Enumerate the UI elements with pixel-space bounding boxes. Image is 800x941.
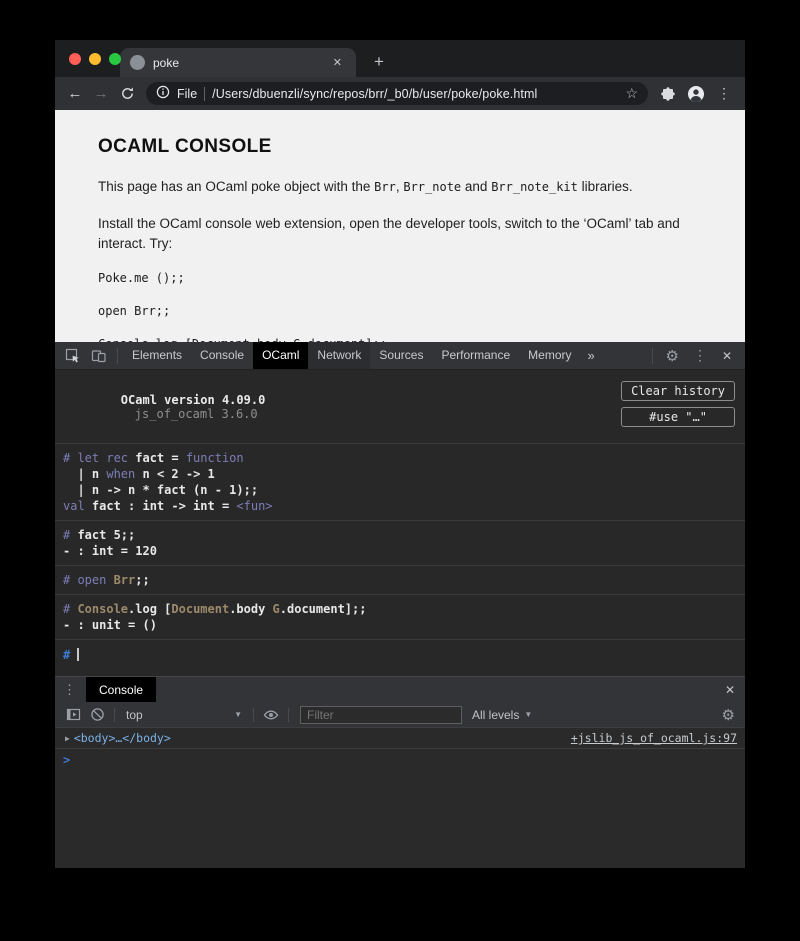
source-location-link[interactable]: +jslib_js_of_ocaml.js:97 [570, 731, 737, 745]
repl-entry [55, 444, 745, 521]
intro-paragraph: This page has an OCaml poke object with the Brr, Brr_note and Brr_note_kit libraries. [98, 179, 633, 194]
chevron-down-icon: ▼ [524, 710, 533, 719]
profile-avatar-icon[interactable] [683, 85, 709, 103]
tab-console[interactable]: Console [200, 348, 245, 362]
repl-line: # Console.log [Document.body G.document];; [63, 602, 367, 616]
tab-title: poke [153, 55, 180, 70]
url-text[interactable]: /Users/dbuenzli/sync/repos/brr/_b0/b/user/poke/poke.html [212, 86, 538, 101]
ocaml-panel-buttons [621, 381, 735, 427]
live-expression-eye-icon[interactable] [259, 707, 283, 723]
tab-favicon-icon [130, 55, 145, 70]
toolbar-divider [288, 708, 289, 722]
repl-line: | n when n < 2 -> 1 [63, 467, 215, 481]
console-empty-area [55, 770, 745, 868]
devtools-close-icon[interactable]: ✕ [721, 348, 732, 363]
inspect-element-icon[interactable] [60, 348, 86, 364]
devtools-bar-right [647, 347, 740, 365]
page-content [55, 110, 745, 342]
context-selector-label: top [126, 707, 143, 722]
bookmark-star-icon[interactable]: ☆ [625, 85, 638, 101]
tab-sources[interactable]: Sources [379, 348, 424, 362]
console-prompt-chevron: > [63, 752, 71, 767]
console-settings-gear-icon[interactable]: ⚙ [721, 706, 735, 724]
console-message-row[interactable] [55, 728, 745, 749]
browser-tab[interactable] [120, 48, 356, 77]
toolbar-divider [253, 708, 254, 722]
close-window-button[interactable] [69, 53, 81, 65]
repl-line: # open Brr;; [63, 573, 150, 587]
omnibox-divider [204, 87, 205, 101]
address-bar[interactable] [146, 82, 648, 105]
devtools-menu-kebab-icon[interactable]: ⋮ [692, 347, 707, 363]
repl-line: - : int = 120 [63, 544, 157, 558]
toolbar-divider [117, 348, 118, 364]
more-tabs-icon[interactable]: » [587, 348, 595, 363]
drawer-tab-console[interactable]: Console [86, 677, 156, 703]
device-toolbar-icon[interactable] [86, 348, 112, 364]
clear-history-button[interactable]: Clear history [621, 381, 735, 401]
console-toolbar [55, 702, 745, 728]
tab-ocaml[interactable]: OCaml [253, 342, 308, 369]
log-levels-dropdown[interactable] [468, 708, 536, 722]
back-button[interactable]: ← [67, 85, 83, 102]
repl-entry [55, 521, 745, 566]
new-tab-button[interactable]: + [374, 52, 384, 71]
repl-line: | n -> n * fact (n - 1);; [63, 483, 259, 497]
code-line: Poke.me ();; [98, 271, 185, 285]
repl-entry [55, 566, 745, 595]
zoom-window-button[interactable] [109, 53, 121, 65]
repl-input-line[interactable] [55, 640, 745, 670]
extensions-puzzle-icon[interactable] [655, 86, 681, 102]
ocaml-version: OCaml version 4.09.0 [120, 393, 266, 407]
toolbar-divider [652, 348, 653, 364]
repl-line: # let rec fact = function [63, 451, 244, 465]
chevron-down-icon: ▼ [234, 710, 242, 719]
log-levels-label: All levels [472, 707, 520, 722]
page-info-icon[interactable] [156, 85, 170, 102]
tab-performance[interactable]: Performance [441, 348, 511, 362]
repl-line: val fact : int -> int = <fun> [63, 499, 273, 513]
scheme-chip: File [177, 86, 198, 101]
code-line: open Brr;; [98, 304, 171, 318]
drawer-menu-kebab-icon[interactable]: ⋮ [63, 681, 76, 697]
page-title: OCAML CONSOLE [98, 136, 272, 157]
browser-window [55, 40, 745, 868]
forward-button[interactable]: → [93, 85, 109, 102]
browser-tab-strip [55, 40, 745, 77]
use-file-button[interactable]: #use "…" [621, 407, 735, 427]
tab-network[interactable]: Network [308, 342, 370, 369]
devtools-settings-gear-icon[interactable]: ⚙ [665, 347, 679, 365]
drawer-close-icon[interactable]: ✕ [724, 682, 735, 697]
repl-line: # fact 5;; [63, 528, 136, 542]
repl-prompt: # [63, 648, 78, 662]
macos-window-controls [69, 53, 121, 65]
tab-close-icon[interactable]: ✕ [332, 57, 342, 69]
text-cursor [77, 648, 79, 661]
browser-toolbar [55, 77, 745, 110]
devtools-tab-bar [55, 342, 745, 370]
console-filter-input[interactable] [300, 706, 462, 724]
tab-elements[interactable]: Elements [132, 348, 183, 362]
repl-line: - : unit = () [63, 618, 157, 632]
instructions-paragraph: Install the OCaml console web extension, open the developer tools, switch to the ‘OCaml’ tab and interact. Try: [98, 216, 680, 251]
logged-dom-node[interactable]: <body>…</body> [73, 731, 171, 745]
console-sidebar-icon[interactable] [61, 707, 85, 722]
console-input-row[interactable] [55, 749, 745, 770]
reload-button[interactable] [115, 86, 139, 101]
minimize-window-button[interactable] [89, 53, 101, 65]
clear-console-icon[interactable] [85, 707, 109, 722]
ocaml-repl-panel [55, 370, 745, 676]
tab-memory[interactable]: Memory [528, 348, 572, 362]
browser-menu-kebab-icon[interactable]: ⋮ [717, 85, 731, 101]
jsofocaml-version: js_of_ocaml 3.6.0 [134, 407, 258, 421]
context-selector[interactable] [120, 708, 248, 722]
repl-entry [55, 595, 745, 640]
expand-triangle-icon[interactable]: ▶ [65, 733, 70, 743]
toolbar-divider [114, 708, 115, 722]
drawer-tab-bar [55, 676, 745, 702]
